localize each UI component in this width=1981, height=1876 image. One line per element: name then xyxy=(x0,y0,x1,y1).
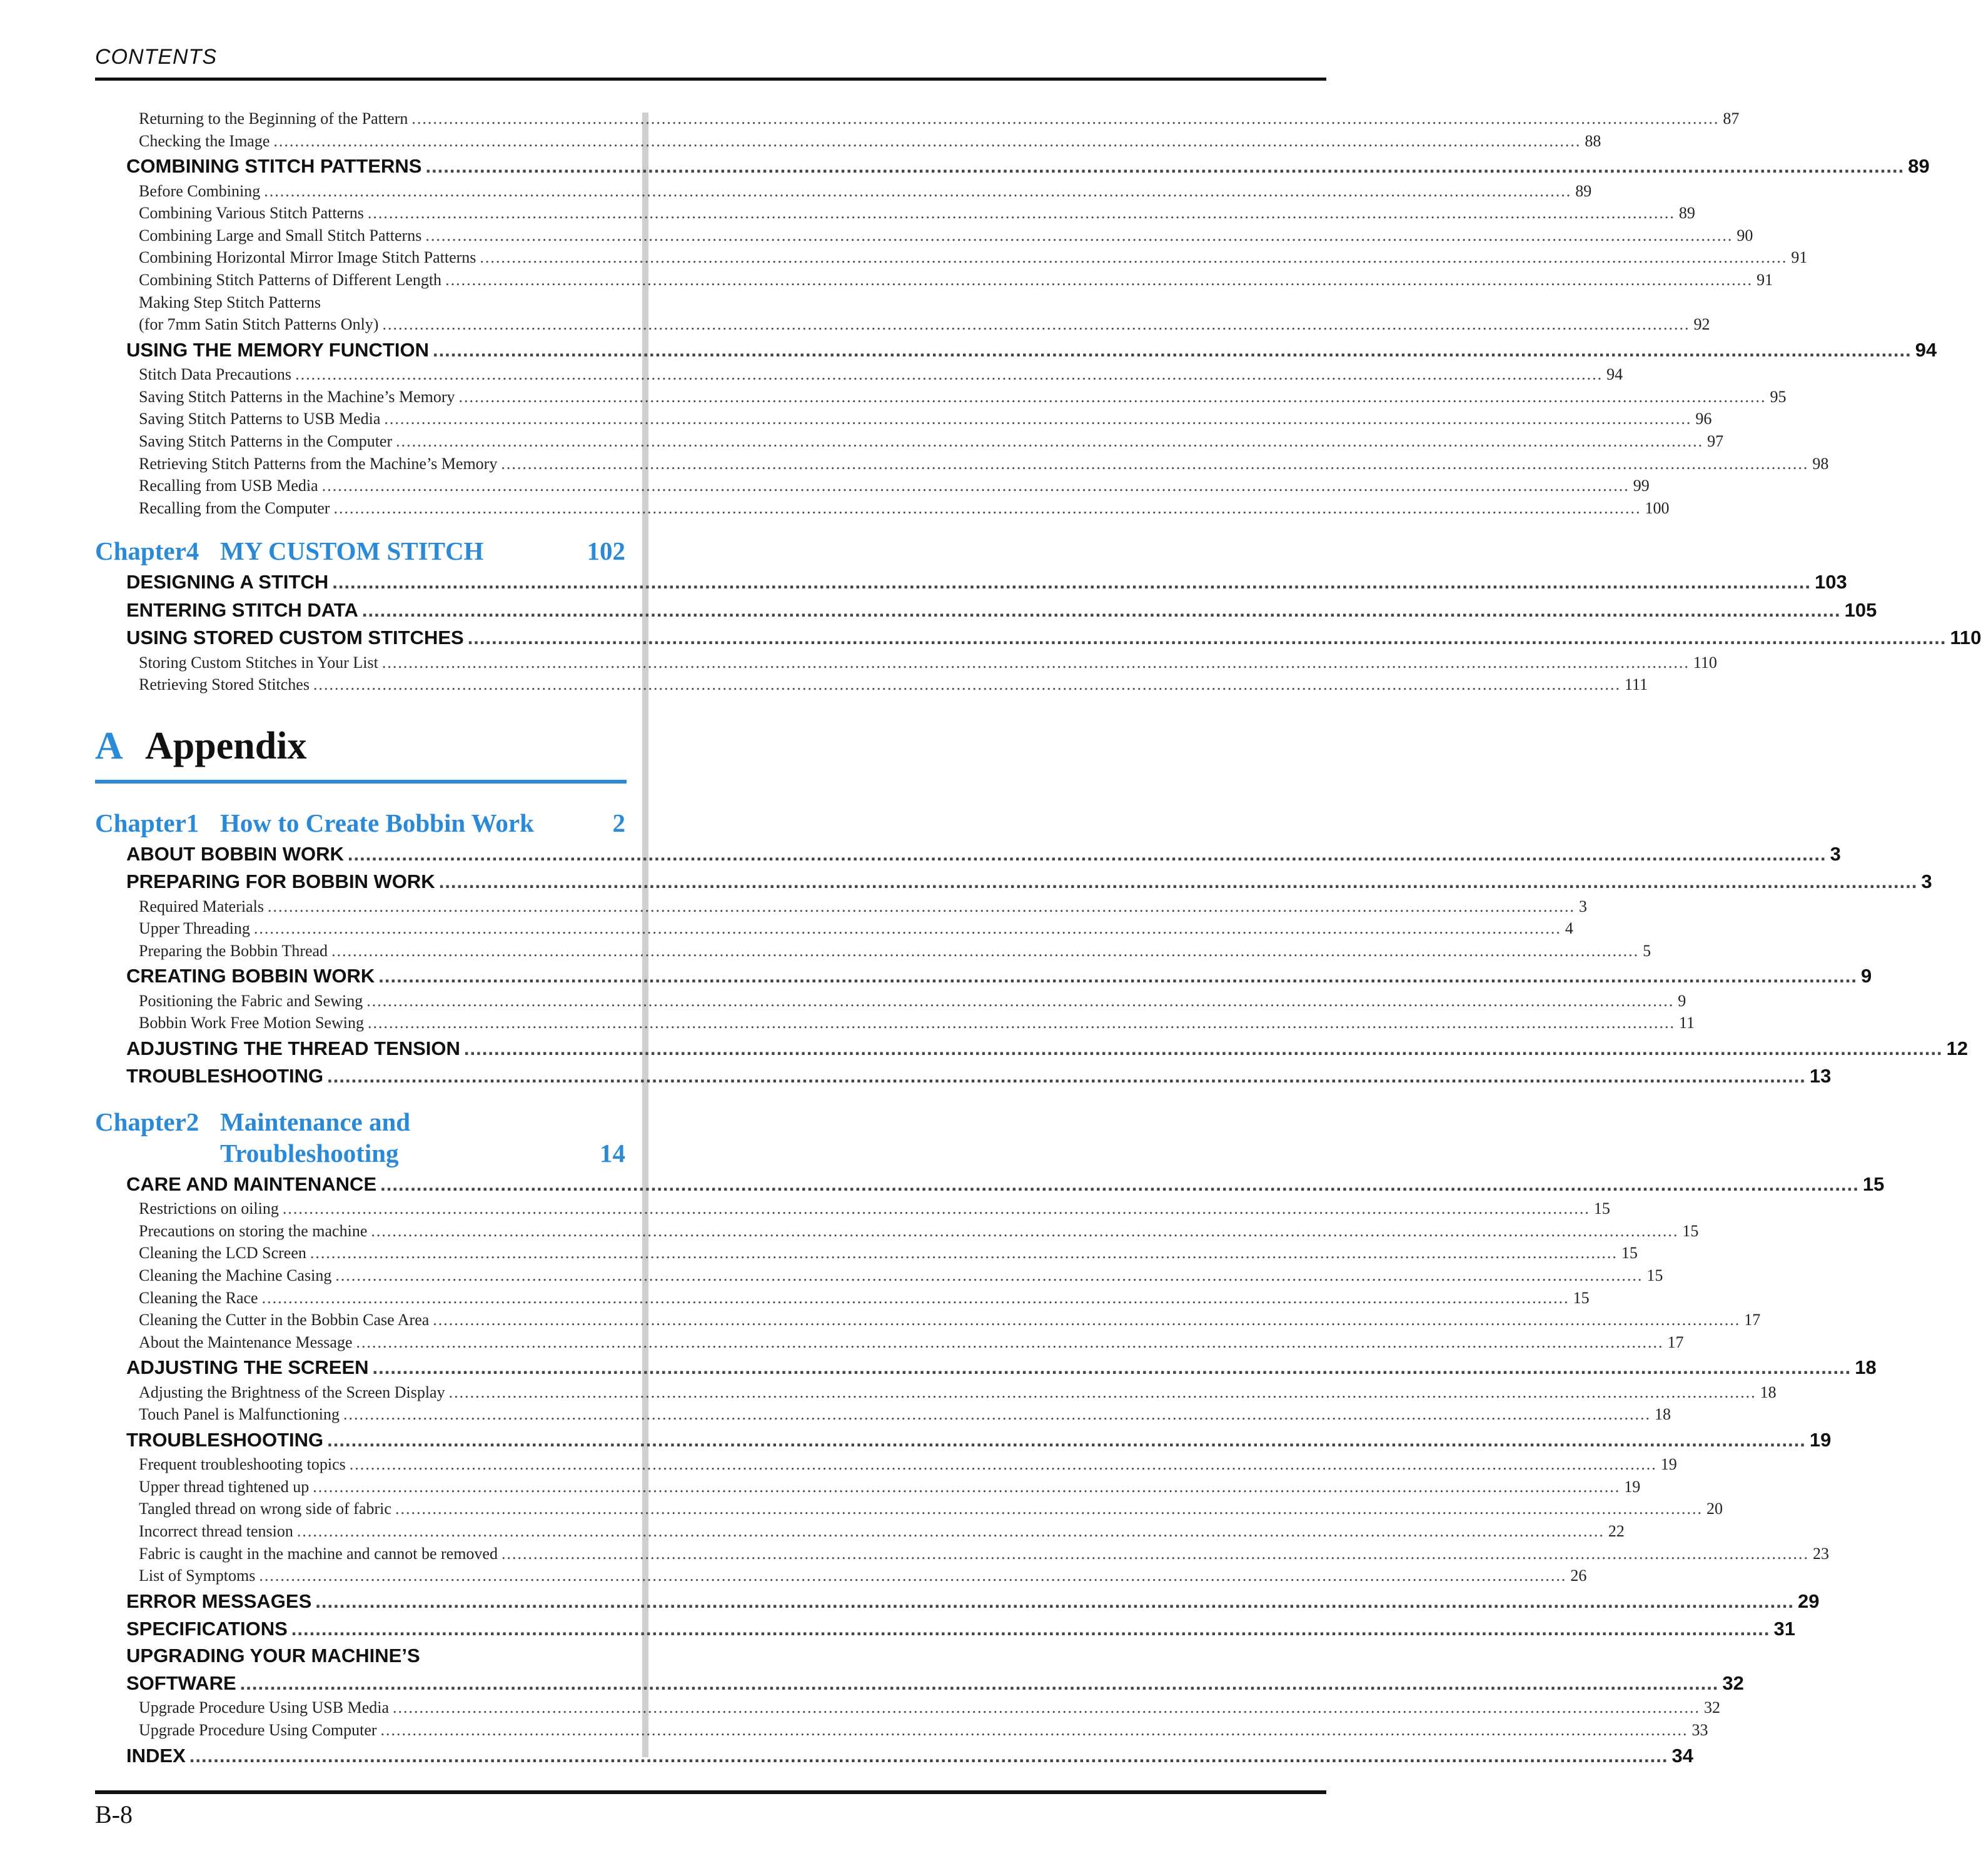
leader-dots xyxy=(240,1670,1719,1697)
toc-entry-page: 20 xyxy=(1706,1500,1723,1518)
toc-subsection-entry[interactable] xyxy=(95,1565,1587,1587)
toc-section-entry[interactable] xyxy=(95,1616,1796,1642)
leader-dots xyxy=(254,917,1561,940)
leader-dots xyxy=(259,1565,1566,1587)
toc-section-entry[interactable] xyxy=(95,963,1872,989)
toc-entry-page: 94 xyxy=(1915,338,1937,361)
leader-dots xyxy=(433,1309,1740,1331)
leader-dots xyxy=(268,895,1575,918)
leader-dots xyxy=(356,1331,1664,1354)
toc-entry-page: 87 xyxy=(1723,109,1740,128)
leader-dots xyxy=(291,1616,1770,1642)
toc-subsection-entry[interactable] xyxy=(95,990,1686,1012)
leader-dots xyxy=(366,990,1674,1012)
toc-subsection-entry[interactable] xyxy=(95,1476,1641,1498)
toc-group-memory xyxy=(95,337,1937,520)
toc-entry-title: Cleaning the LCD Screen xyxy=(139,1244,306,1263)
toc-entry-title: Preparing the Bobbin Thread xyxy=(139,941,328,960)
toc-entry-page: 99 xyxy=(1633,477,1650,495)
toc-subsection-entry[interactable] xyxy=(95,475,1650,497)
toc-entry-title: Upper Threading xyxy=(139,919,250,938)
toc-entry-page: 89 xyxy=(1908,155,1930,178)
toc-subsection-entry[interactable] xyxy=(95,363,1623,386)
toc-entry-title: Combining Stitch Patterns of Different Length xyxy=(139,270,442,289)
leader-dots xyxy=(262,1287,1570,1309)
toc-entry-page: 3 xyxy=(1830,842,1841,865)
toc-entry-title: Storing Custom Stitches in Your List xyxy=(139,653,378,672)
toc-entry-page: 15 xyxy=(1621,1244,1638,1263)
toc-entry-page: 13 xyxy=(1809,1065,1832,1087)
toc-entry-page: 18 xyxy=(1855,1356,1877,1379)
chapter-number: Chapter1 xyxy=(95,808,199,837)
toc-entry-title: Recalling from the Computer xyxy=(139,498,330,517)
toc-group-tail xyxy=(95,1697,1721,1769)
leader-dots xyxy=(393,1697,1700,1719)
toc-entry-title: Restrictions on oiling xyxy=(139,1199,279,1218)
page-number: B-8 xyxy=(95,1800,133,1828)
toc-entry-title: INDEX xyxy=(126,1744,186,1767)
toc-entry-page: 91 xyxy=(1791,248,1808,267)
toc-subsection-entry[interactable] xyxy=(95,1381,1777,1404)
toc-section-entry[interactable] xyxy=(95,337,1937,363)
leader-dots xyxy=(313,1476,1620,1498)
toc-group-stitch-patterns xyxy=(95,108,1930,291)
toc-section-entry[interactable] xyxy=(95,1171,1885,1198)
toc-subsection-entry[interactable] xyxy=(95,108,1740,130)
leader-dots xyxy=(425,153,1904,179)
toc-entry-title: Fabric is caught in the machine and cannot be removed xyxy=(139,1544,498,1563)
toc-entry-page: 26 xyxy=(1570,1566,1587,1585)
toc-entry-title: Touch Panel is Malfunctioning xyxy=(139,1405,340,1424)
toc-subsection-entry[interactable] xyxy=(95,895,1587,918)
table-of-contents xyxy=(95,108,1981,1769)
toc-subsection-entry[interactable] xyxy=(95,246,1808,269)
toc-entry-title: Saving Stitch Patterns in the Machine’s Memory xyxy=(139,387,455,406)
leader-dots xyxy=(445,269,1753,291)
toc-entry-page: 19 xyxy=(1660,1455,1677,1474)
toc-entry-page: 94 xyxy=(1606,365,1623,384)
toc-entry-title: Returning to the Beginning of the Pattern xyxy=(139,109,408,128)
leader-dots xyxy=(313,673,1621,696)
toc-entry-title: Adjusting the Brightness of the Screen Display xyxy=(139,1383,445,1401)
toc-entry-page: 5 xyxy=(1643,941,1651,960)
toc-entry-page: 103 xyxy=(1814,571,1847,593)
toc-subsection-entry[interactable] xyxy=(95,1498,1723,1520)
toc-entry-title: USING STORED CUSTOM STITCHES xyxy=(126,627,464,649)
toc-entry-page: 23 xyxy=(1812,1544,1829,1563)
toc-section-entry[interactable] xyxy=(95,569,1847,595)
toc-subsection-entry[interactable] xyxy=(95,1520,1625,1543)
appendix-title: Appendix xyxy=(145,724,307,767)
leader-dots xyxy=(411,108,1719,130)
toc-entry-title: Checking the Image xyxy=(139,131,270,150)
toc-entry-page: 29 xyxy=(1798,1590,1820,1612)
toc-entry-page: 34 xyxy=(1671,1744,1693,1767)
toc-entry-title: Upgrade Procedure Using Computer xyxy=(139,1721,377,1740)
toc-subsection-entry[interactable] xyxy=(95,1012,1695,1034)
toc-subsection-entry[interactable] xyxy=(95,430,1724,453)
toc-entry-title: (for 7mm Satin Stitch Patterns Only) xyxy=(139,315,379,334)
toc-group-appendix-chapter1 xyxy=(95,841,1968,1090)
toc-entry-title: ERROR MESSAGES xyxy=(126,1590,312,1612)
toc-entry-page: 17 xyxy=(1744,1311,1761,1329)
toc-subsection-entry[interactable] xyxy=(95,673,1648,696)
leader-dots xyxy=(382,313,1690,336)
toc-subsection-entry[interactable] xyxy=(95,202,1695,224)
toc-entry-title: Required Materials xyxy=(139,897,264,915)
toc-subsection-entry[interactable] xyxy=(95,180,1592,203)
chapter-heading-line2 xyxy=(95,1137,625,1169)
toc-entry-title: List of Symptoms xyxy=(139,1566,256,1585)
toc-entry-title: PREPARING FOR BOBBIN WORK xyxy=(126,870,435,893)
leader-dots xyxy=(480,246,1787,269)
toc-subsection-entry[interactable] xyxy=(95,1403,1671,1426)
leader-dots xyxy=(350,1453,1657,1476)
toc-subsection-entry[interactable] xyxy=(95,1242,1638,1264)
toc-subsection-entry[interactable] xyxy=(95,1287,1590,1309)
toc-entry-title: Cleaning the Cutter in the Bobbin Case Area xyxy=(139,1311,430,1329)
leader-dots xyxy=(322,475,1630,497)
toc-entry-title: Before Combining xyxy=(139,181,261,200)
toc-entry-title: TROUBLESHOOTING xyxy=(126,1428,324,1451)
toc-subsection-entry[interactable] xyxy=(95,1453,1677,1476)
toc-group-chapter4 xyxy=(95,569,1981,695)
toc-subsection-entry[interactable] xyxy=(95,652,1717,674)
appendix-letter: A xyxy=(95,724,123,767)
toc-entry-page: 105 xyxy=(1844,598,1877,621)
leader-dots xyxy=(335,1264,1643,1287)
toc-group-appendix-chapter2 xyxy=(95,1171,1885,1643)
toc-subsection-entry[interactable] xyxy=(95,1309,1761,1331)
toc-entry-page: 32 xyxy=(1722,1672,1744,1695)
toc-entry-title: ADJUSTING THE SCREEN xyxy=(126,1356,369,1379)
toc-entry-title: Recalling from USB Media xyxy=(139,477,318,495)
toc-section-entry[interactable] xyxy=(95,1354,1877,1381)
toc-entry-page: 91 xyxy=(1757,270,1773,289)
leader-dots xyxy=(333,497,1641,520)
toc-entry-title-line1: Making Step Stitch Patterns xyxy=(139,293,321,311)
toc-entry-page: 18 xyxy=(1760,1383,1777,1401)
toc-entry-title: ABOUT BOBBIN WORK xyxy=(126,842,344,865)
leader-dots xyxy=(382,652,1690,674)
toc-entry-page: 18 xyxy=(1654,1405,1671,1424)
toc-entry-title-line1: UPGRADING YOUR MACHINE’S xyxy=(126,1644,420,1667)
toc-entry-upgrading[interactable] xyxy=(95,1643,1744,1697)
toc-subsection-entry[interactable] xyxy=(95,453,1829,475)
leader-dots xyxy=(464,1036,1943,1062)
toc-entry-page: 110 xyxy=(1950,627,1981,649)
toc-entry-title: About the Maintenance Message xyxy=(139,1333,353,1351)
toc-subsection-entry[interactable] xyxy=(95,1331,1684,1354)
running-header: CONTENTS xyxy=(95,45,217,69)
leader-dots xyxy=(433,337,1912,363)
toc-entry-page: 15 xyxy=(1646,1266,1663,1284)
toc-entry-line2 xyxy=(95,1670,1744,1697)
toc-entry-page: 17 xyxy=(1667,1333,1684,1351)
toc-entry-title: ADJUSTING THE THREAD TENSION xyxy=(126,1037,460,1059)
toc-section-entry[interactable] xyxy=(95,597,1877,623)
toc-subsection-entry[interactable] xyxy=(95,1719,1708,1742)
chapter-page: 14 xyxy=(600,1138,625,1167)
chapter-heading xyxy=(95,1106,625,1137)
leader-dots xyxy=(425,224,1733,247)
leader-dots xyxy=(384,408,1691,430)
toc-subsection-entry[interactable] xyxy=(95,1543,1829,1565)
toc-entry-title: USING THE MEMORY FUNCTION xyxy=(126,338,429,361)
toc-entry-title: Cleaning the Machine Casing xyxy=(139,1266,332,1284)
chapter-number: Chapter2 xyxy=(95,1107,199,1136)
toc-entry-page: 9 xyxy=(1860,965,1872,987)
leader-dots xyxy=(332,569,1811,595)
leader-dots xyxy=(396,430,1703,453)
toc-subsection-entry[interactable] xyxy=(95,224,1753,247)
toc-entry-page: 88 xyxy=(1585,131,1601,150)
chapter-title: How to Create Bobbin Work xyxy=(220,808,534,837)
leader-dots xyxy=(380,1171,1859,1198)
toc-entry-title: Bobbin Work Free Motion Sewing xyxy=(139,1014,364,1032)
appendix-heading xyxy=(95,721,625,771)
toc-section-entry[interactable] xyxy=(95,869,1932,895)
toc-section-entry[interactable] xyxy=(95,1588,1820,1615)
toc-entry-page: 4 xyxy=(1565,919,1573,938)
toc-entry-title: COMBINING STITCH PATTERNS xyxy=(126,155,422,178)
toc-entry-page: 3 xyxy=(1921,870,1932,893)
toc-entry-title: CARE AND MAINTENANCE xyxy=(126,1172,377,1195)
leader-dots xyxy=(327,1427,1806,1453)
leader-dots xyxy=(501,453,1808,475)
toc-entry-title: Retrieving Stored Stitches xyxy=(139,675,310,694)
leader-dots xyxy=(327,1063,1806,1089)
toc-section-entry[interactable] xyxy=(95,841,1841,867)
toc-entry-page: 96 xyxy=(1695,410,1712,428)
toc-entry-line2 xyxy=(95,313,1710,336)
toc-entry-title: Stitch Data Precautions xyxy=(139,365,292,384)
toc-entry-title: Cleaning the Race xyxy=(139,1288,258,1307)
toc-subsection-entry[interactable] xyxy=(95,1198,1610,1220)
toc-entry-title: Combining Various Stitch Patterns xyxy=(139,204,364,223)
toc-entry-title: Saving Stitch Patterns to USB Media xyxy=(139,410,381,428)
toc-entry-page: 98 xyxy=(1812,454,1829,473)
toc-entry-page: 15 xyxy=(1593,1199,1610,1218)
chapter-page: 102 xyxy=(587,537,625,566)
leader-dots xyxy=(310,1242,1618,1264)
toc-entry-page: 89 xyxy=(1678,204,1695,223)
chapter-title: MY CUSTOM STITCH xyxy=(220,537,484,566)
toc-entry-title: Retrieving Stitch Patterns from the Machine’s Memory xyxy=(139,454,498,473)
leader-dots xyxy=(368,202,1675,224)
toc-entry-page: 90 xyxy=(1737,226,1753,245)
leader-dots xyxy=(273,130,1581,153)
toc-entry-title: Combining Horizontal Mirror Image Stitch Patterns xyxy=(139,248,476,267)
toc-entry-page: 89 xyxy=(1575,181,1592,200)
toc-entry-title: Combining Large and Small Stitch Patterns xyxy=(139,226,422,245)
leader-dots xyxy=(468,625,1947,651)
chapter-heading[interactable] xyxy=(95,807,625,839)
leader-dots xyxy=(189,1743,1668,1769)
toc-entry-page: 95 xyxy=(1770,387,1787,406)
leader-dots xyxy=(439,869,1918,895)
chapter-title-line2: Troubleshooting xyxy=(220,1138,399,1167)
toc-entry-title: SOFTWARE xyxy=(126,1672,236,1695)
toc-entry-title: ENTERING STITCH DATA xyxy=(126,598,358,621)
toc-section-entry[interactable] xyxy=(95,1063,1832,1089)
toc-entry-title: Tangled thread on wrong side of fabric xyxy=(139,1500,391,1518)
leader-dots xyxy=(264,180,1571,203)
toc-entry-page: 111 xyxy=(1624,675,1648,694)
toc-subsection-entry[interactable] xyxy=(95,1220,1699,1243)
toc-entry-title: TROUBLESHOOTING xyxy=(126,1065,324,1087)
chapter-number: Chapter4 xyxy=(95,537,199,566)
leader-dots xyxy=(348,841,1827,867)
leader-dots xyxy=(343,1403,1651,1426)
toc-entry-page: 97 xyxy=(1707,431,1724,450)
leader-dots xyxy=(373,1354,1852,1381)
toc-entry-page: 100 xyxy=(1645,498,1670,517)
toc-entry-title: SPECIFICATIONS xyxy=(126,1618,288,1640)
appendix-rule xyxy=(95,780,627,784)
toc-subsection-entry[interactable] xyxy=(95,269,1773,291)
toc-entry-title: Incorrect thread tension xyxy=(139,1522,293,1541)
toc-entry-page: 9 xyxy=(1678,991,1686,1010)
leader-dots xyxy=(502,1543,1809,1565)
chapter-heading-block[interactable] xyxy=(95,1106,625,1169)
chapter-page: 2 xyxy=(612,808,625,837)
toc-subsection-entry[interactable] xyxy=(95,1697,1721,1719)
toc-entry-title: Saving Stitch Patterns in the Computer xyxy=(139,431,393,450)
toc-section-entry[interactable] xyxy=(95,153,1930,179)
toc-entry-title: Upper thread tightened up xyxy=(139,1477,310,1496)
leader-dots xyxy=(295,363,1603,386)
toc-entry-title: Frequent troubleshooting topics xyxy=(139,1455,346,1474)
toc-entry-page: 32 xyxy=(1704,1698,1721,1717)
leader-dots xyxy=(378,963,1857,989)
toc-subsection-entry[interactable] xyxy=(95,386,1787,408)
toc-subsection-entry[interactable] xyxy=(95,940,1651,962)
toc-entry-page: 92 xyxy=(1693,315,1710,334)
toc-section-entry[interactable] xyxy=(95,625,1981,651)
toc-section-entry[interactable] xyxy=(95,1036,1968,1062)
toc-entry-title: Positioning the Fabric and Sewing xyxy=(139,991,363,1010)
chapter-heading[interactable] xyxy=(95,535,625,567)
toc-subsection-entry[interactable] xyxy=(95,408,1712,430)
leader-dots xyxy=(449,1381,1757,1404)
leader-dots xyxy=(395,1498,1703,1520)
footer-rule xyxy=(95,1790,1326,1794)
toc-entry-title: Upgrade Procedure Using USB Media xyxy=(139,1698,390,1717)
leader-dots xyxy=(371,1220,1678,1243)
chapter-title-line1: Maintenance and xyxy=(220,1107,411,1136)
toc-subsection-entry[interactable] xyxy=(95,1264,1663,1287)
toc-entry-page: 110 xyxy=(1693,653,1717,672)
toc-entry-page: 19 xyxy=(1809,1428,1832,1451)
toc-entry-page: 19 xyxy=(1624,1477,1641,1496)
toc-section-entry[interactable] xyxy=(95,1743,1693,1769)
toc-entry-page: 33 xyxy=(1691,1721,1708,1740)
leader-dots xyxy=(362,597,1841,623)
toc-entry-page: 15 xyxy=(1682,1221,1699,1240)
toc-section-entry[interactable] xyxy=(95,1427,1832,1453)
toc-entry-page: 15 xyxy=(1573,1288,1590,1307)
toc-subsection-entry[interactable] xyxy=(95,130,1601,153)
toc-entry-title: CREATING BOBBIN WORK xyxy=(126,965,375,987)
toc-entry-page: 22 xyxy=(1608,1522,1625,1541)
leader-dots xyxy=(459,386,1767,408)
leader-dots xyxy=(381,1719,1688,1742)
leader-dots xyxy=(331,940,1639,962)
header-rule xyxy=(95,78,1326,81)
toc-entry-title: Precautions on storing the machine xyxy=(139,1221,368,1240)
leader-dots xyxy=(283,1198,1590,1220)
toc-entry-page: 11 xyxy=(1678,1014,1695,1032)
toc-entry-page: 3 xyxy=(1579,897,1587,915)
toc-entry-page: 31 xyxy=(1773,1618,1796,1640)
leader-dots xyxy=(315,1588,1794,1615)
toc-entry-title: DESIGNING A STITCH xyxy=(126,571,329,593)
toc-entry-page: 15 xyxy=(1862,1172,1885,1195)
toc-subsection-entry[interactable] xyxy=(95,917,1573,940)
toc-entry-page: 12 xyxy=(1946,1037,1968,1059)
toc-subsection-entry[interactable] xyxy=(95,497,1670,520)
leader-dots xyxy=(368,1012,1675,1034)
leader-dots xyxy=(297,1520,1605,1543)
toc-entry-making-step[interactable] xyxy=(95,291,1710,336)
